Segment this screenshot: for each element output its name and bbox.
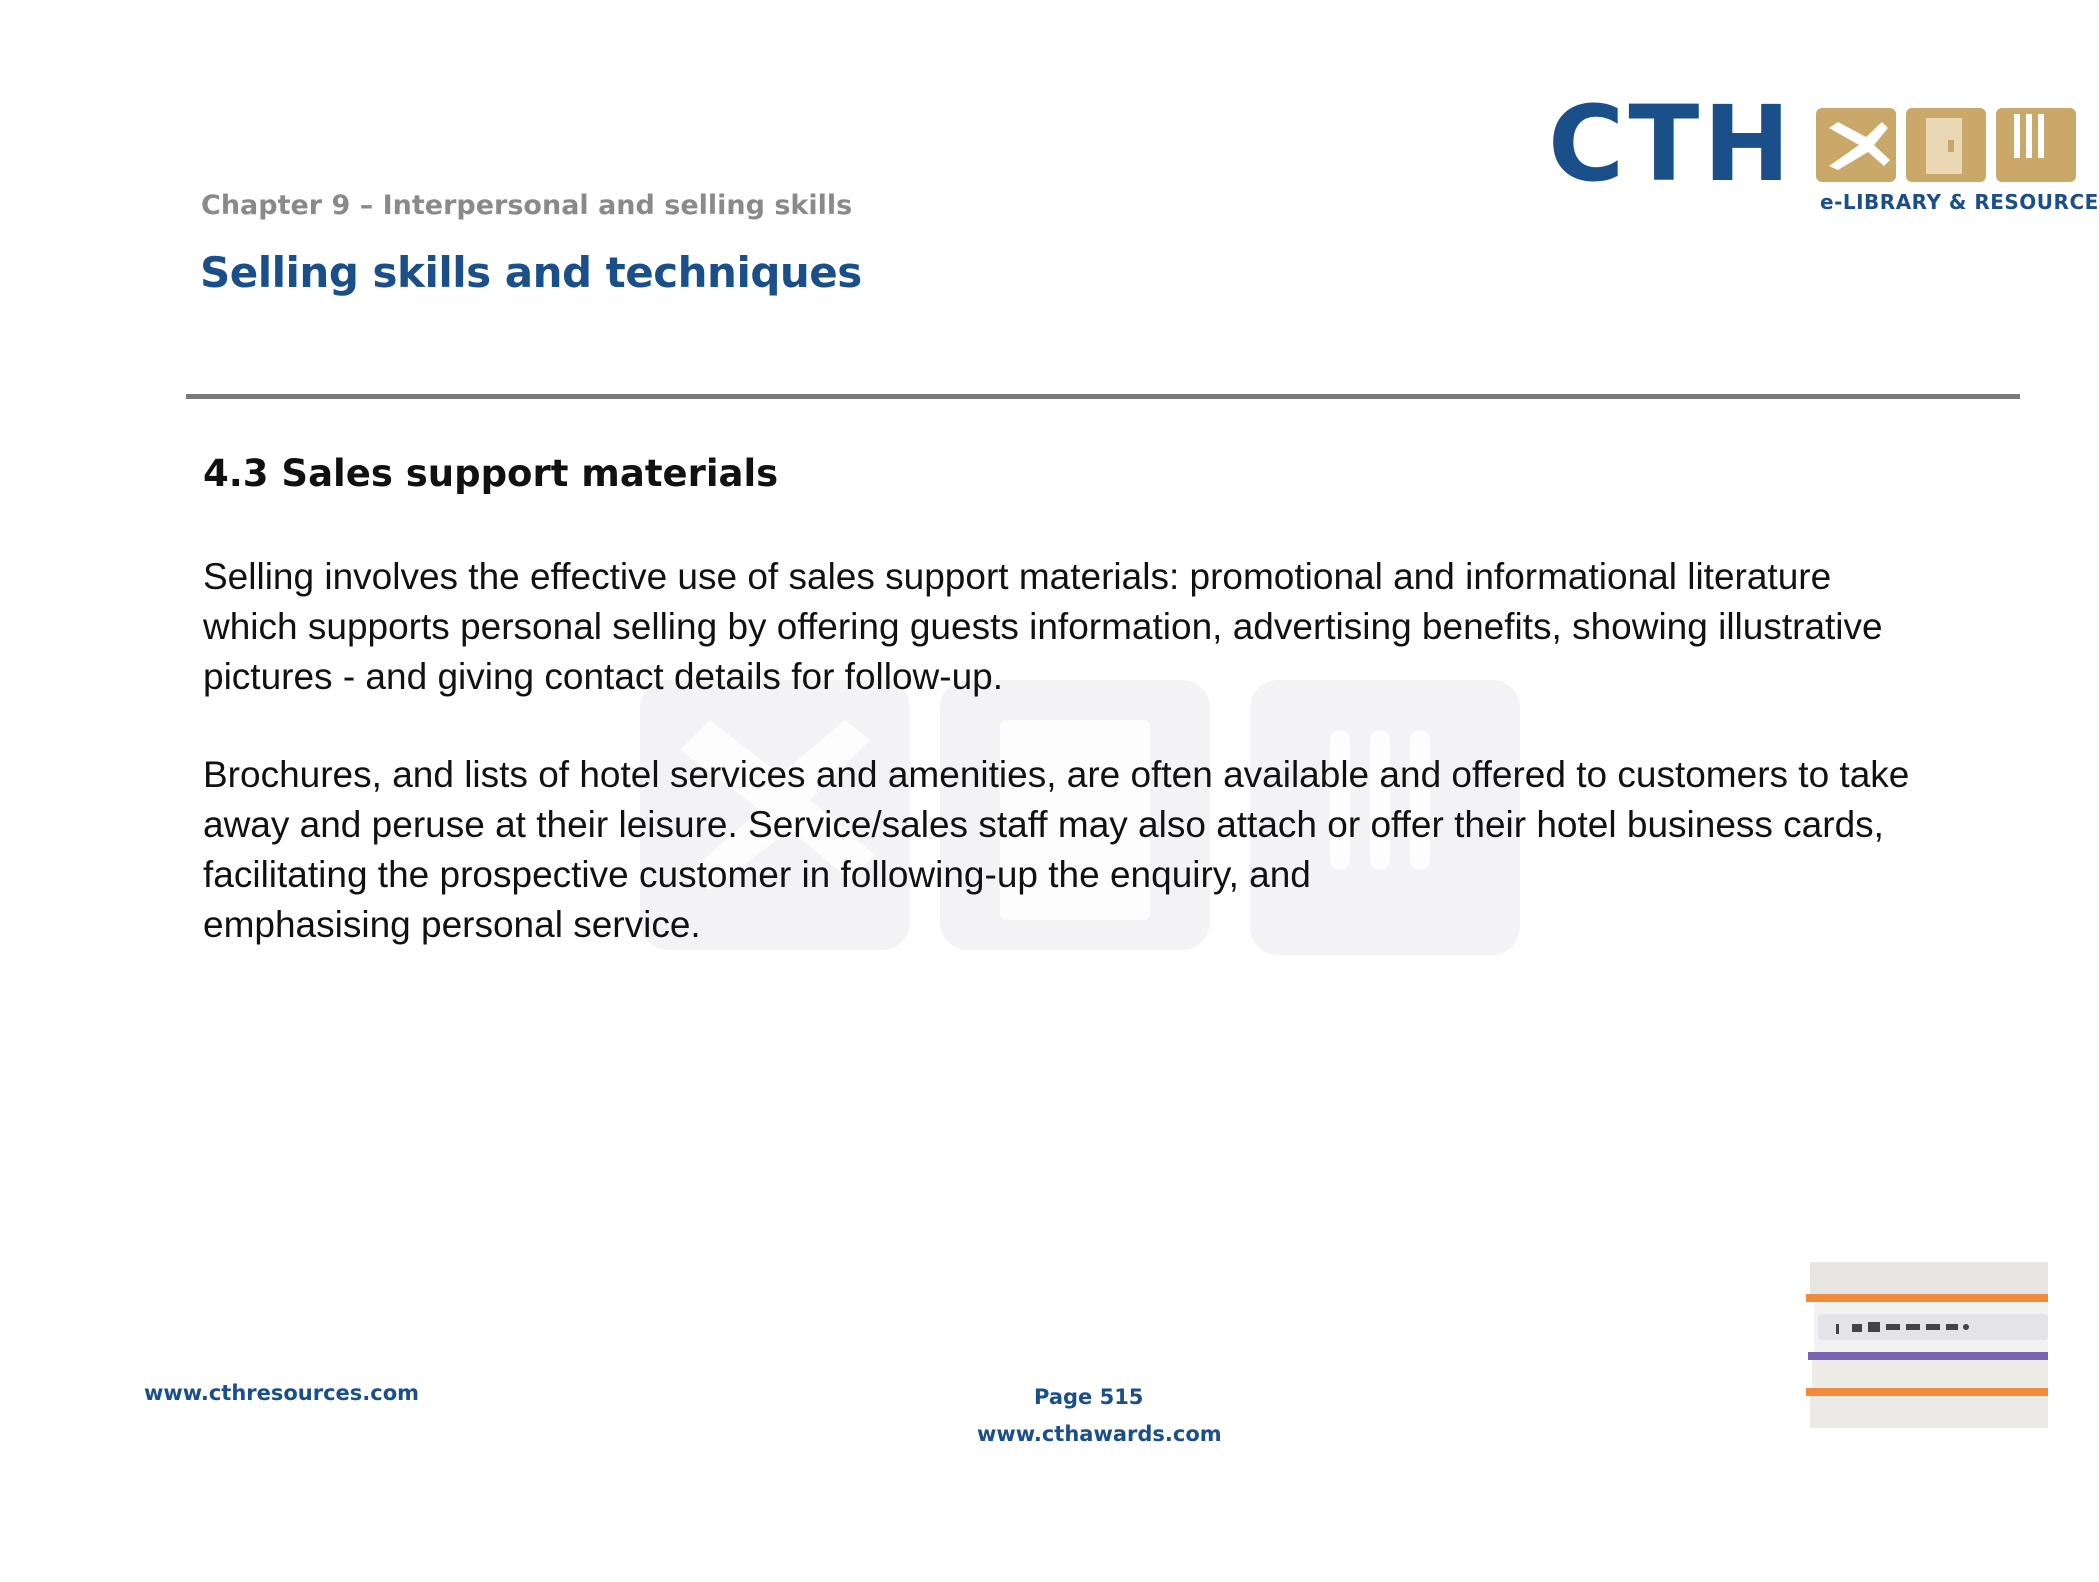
footer-resources-link[interactable]: www.cthresources.com xyxy=(144,1381,420,1405)
fork-icon xyxy=(1996,108,2076,182)
chapter-label: Chapter 9 – Interpersonal and selling skills xyxy=(201,190,853,221)
paragraph-line: Selling involves the effective use of sales support materials: promotional and informational literature xyxy=(203,556,1832,597)
page-number: Page 515 xyxy=(1034,1385,1144,1409)
paragraph-line: emphasising personal service. xyxy=(203,904,701,945)
paragraph-2 xyxy=(203,750,2003,950)
hotel-door-icon xyxy=(1906,108,1986,182)
logo-subtitle: e-LIBRARY & RESOURCE xyxy=(1820,190,2099,214)
airplane-icon xyxy=(1816,108,1896,182)
paragraph-line: which supports personal selling by offering guests information, advertising benefits, showing illustrative xyxy=(203,606,1883,647)
page-title: Selling skills and techniques xyxy=(200,248,862,297)
paragraph-1 xyxy=(203,552,2003,702)
paragraph-line: Brochures, and lists of hotel services and amenities, are often available and offered to customers to take xyxy=(203,754,1910,795)
paragraph-line: away and peruse at their leisure. Service/sales staff may also attach or offer their hotel business cards, xyxy=(203,804,1884,845)
header-divider xyxy=(186,394,2020,399)
paragraph-line: pictures - and giving contact details for follow-up. xyxy=(203,656,1004,697)
paragraph-line: facilitating the prospective customer in following-up the enquiry, and xyxy=(203,854,1311,895)
logo-name: CTH xyxy=(1548,83,1795,205)
books-image xyxy=(1800,1262,2048,1432)
section-heading: 4.3 Sales support materials xyxy=(203,452,779,495)
footer-awards-link[interactable]: www.cthawards.com xyxy=(977,1422,1222,1446)
